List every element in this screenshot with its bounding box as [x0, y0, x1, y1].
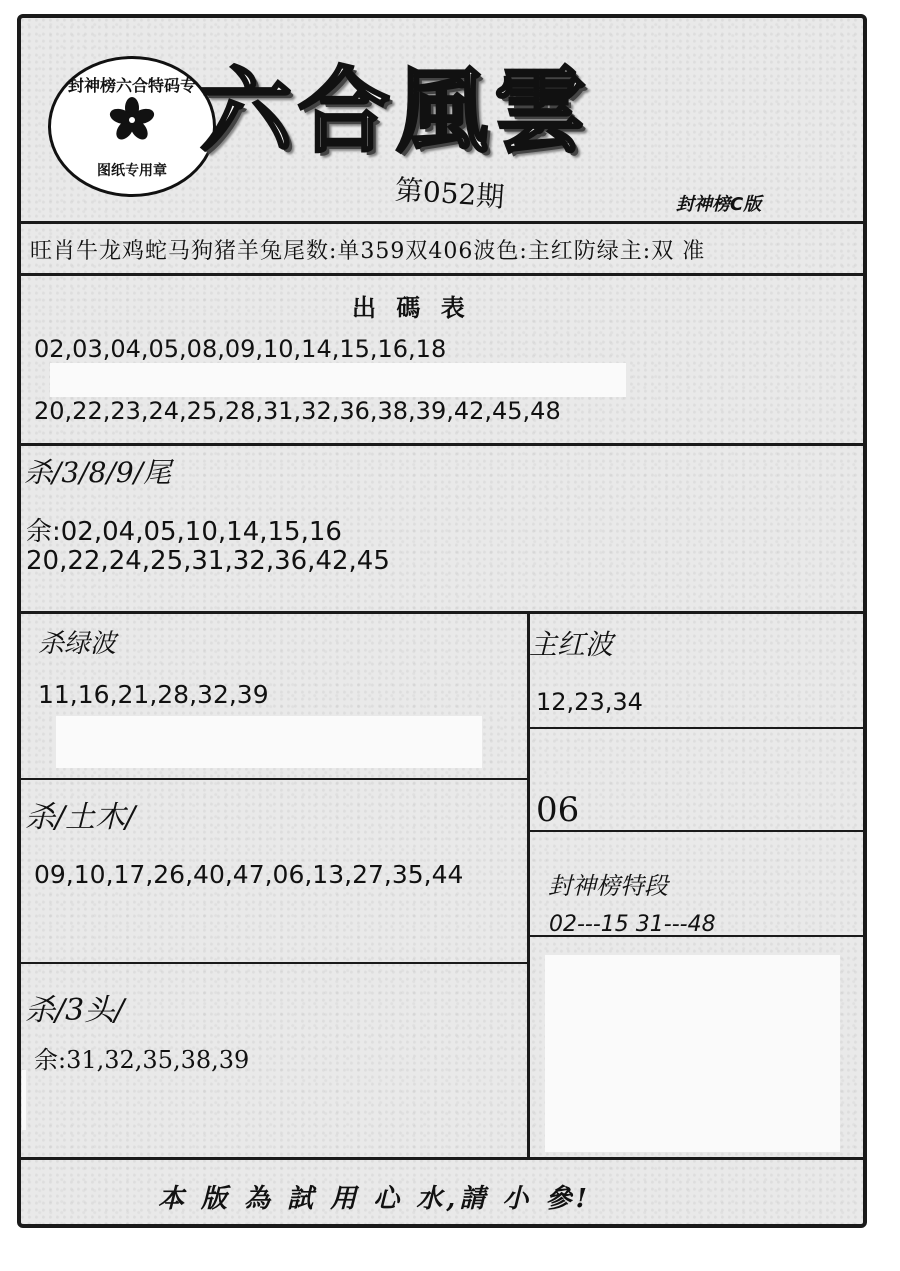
divider	[529, 727, 863, 729]
kill-earth-wood-numbers: 09,10,17,26,40,47,06,13,27,35,44	[34, 860, 464, 889]
kill-head-remain: 余:31,32,35,38,39	[34, 1046, 250, 1074]
divider	[21, 1157, 863, 1160]
kill-tail-remain-1: 余:02,04,05,10,14,15,16	[26, 517, 342, 547]
kill-head-heading: 杀/3头/	[25, 993, 125, 1028]
kill-green-heading: 杀绿波	[38, 629, 117, 659]
bauhinia-flower-icon	[109, 97, 155, 143]
summary-line: 旺肖牛龙鸡蛇马狗猪羊兔尾数:单359双406波色:主红防绿主:双 准	[30, 239, 706, 264]
kill-tail-remain-2: 20,22,24,25,31,32,36,42,45	[26, 546, 390, 576]
seal-bottom-text: 图纸专用章	[97, 163, 167, 179]
kill-green-numbers: 11,16,21,28,32,39	[38, 680, 269, 709]
divider	[21, 221, 863, 224]
code-table-heading: 出 碼 表	[352, 293, 471, 322]
kill-earth-wood-heading: 杀/土木/	[25, 800, 136, 835]
code-table-row-1: 02,03,04,05,08,09,10,14,15,16,18	[34, 335, 447, 363]
blank-strip	[22, 1070, 26, 1130]
divider	[21, 962, 529, 964]
seal-top-text: 封神榜六合特码专	[67, 76, 196, 95]
issue-number: 第052期	[393, 173, 506, 214]
masthead-title: 六合風雲	[200, 57, 593, 165]
divider	[21, 611, 863, 614]
code-table-row-2: 20,22,23,24,25,28,31,32,36,38,39,42,45,48	[34, 397, 561, 425]
single-number: 06	[536, 790, 580, 830]
divider	[21, 778, 529, 780]
divider	[21, 443, 863, 446]
divider	[21, 273, 863, 276]
main-red-heading: 主红波	[529, 628, 614, 661]
column-divider	[527, 611, 530, 1159]
main-red-numbers: 12,23,34	[536, 688, 643, 716]
divider	[529, 830, 863, 832]
hk-seal-stamp	[48, 56, 216, 197]
blank-strip	[56, 716, 482, 768]
blank-strip	[50, 363, 626, 397]
special-heading: 封神榜特段	[548, 872, 668, 900]
kill-tail-heading: 杀/3/8/9/尾	[24, 456, 172, 489]
blank-box	[545, 955, 840, 1152]
special-range: 02---15 31---48	[549, 912, 716, 937]
footer-disclaimer: 本 版 為 試 用 心 水,請 小 參!	[158, 1184, 591, 1214]
edition-label: 封神榜C版	[676, 194, 762, 215]
